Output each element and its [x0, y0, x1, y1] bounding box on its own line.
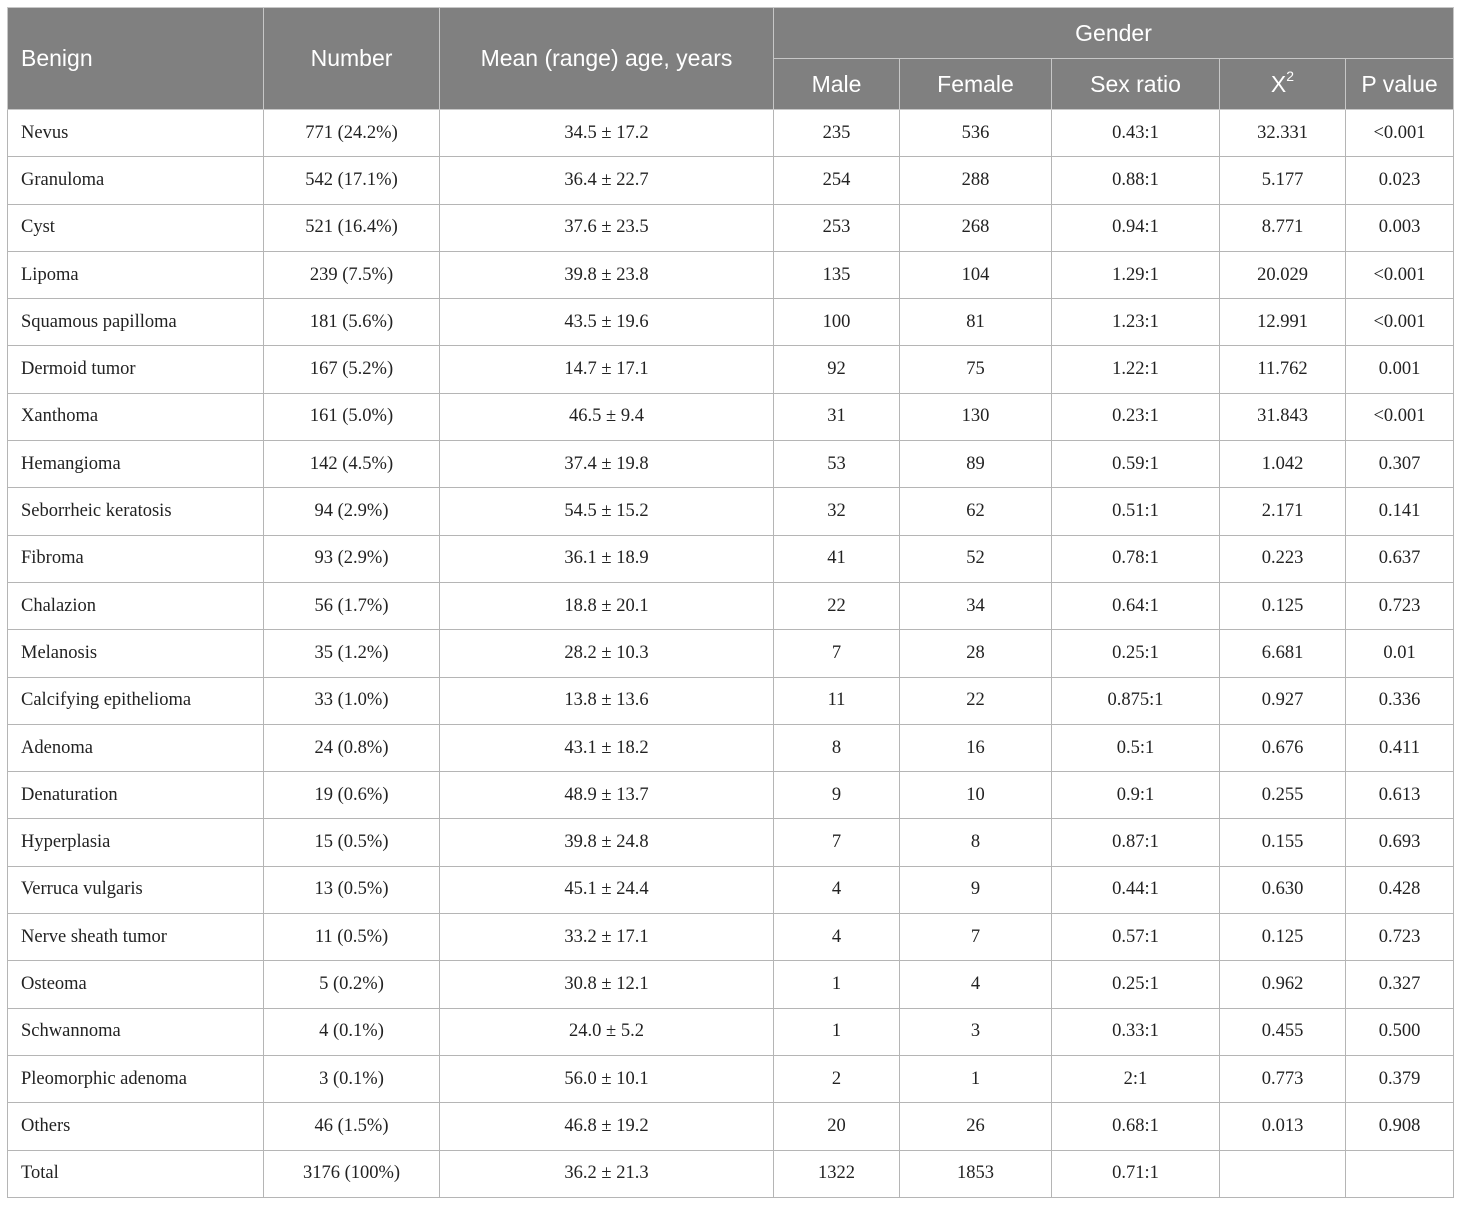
table-row: [8, 535, 1454, 582]
table-row: [8, 251, 1454, 298]
cell-number: 542 (17.1%): [264, 157, 440, 204]
header-gender: Gender: [774, 8, 1454, 59]
cell-number: 24 (0.8%): [264, 724, 440, 771]
cell-chi-square: 0.155: [1220, 819, 1346, 866]
cell-p-value: 0.411: [1346, 724, 1454, 771]
cell-female: 8: [900, 819, 1052, 866]
cell-sex-ratio: 1.29:1: [1052, 251, 1220, 298]
cell-p-value: 0.637: [1346, 535, 1454, 582]
cell-chi-square: 0.255: [1220, 772, 1346, 819]
cell-male: 4: [774, 914, 900, 961]
cell-number: 93 (2.9%): [264, 535, 440, 582]
cell-name: Cyst: [8, 204, 264, 251]
cell-male: 1322: [774, 1150, 900, 1197]
cell-age: 43.5 ± 19.6: [440, 299, 774, 346]
cell-p-value: 0.336: [1346, 677, 1454, 724]
header-female: Female: [900, 59, 1052, 110]
cell-name: Verruca vulgaris: [8, 866, 264, 913]
cell-female: 75: [900, 346, 1052, 393]
cell-chi-square: [1220, 1150, 1346, 1197]
header-chi-square: [1220, 59, 1346, 110]
cell-sex-ratio: 0.88:1: [1052, 157, 1220, 204]
cell-female: 16: [900, 724, 1052, 771]
cell-male: 53: [774, 441, 900, 488]
cell-chi-square: 1.042: [1220, 441, 1346, 488]
cell-chi-square: 6.681: [1220, 630, 1346, 677]
cell-sex-ratio: 0.78:1: [1052, 535, 1220, 582]
cell-chi-square: 5.177: [1220, 157, 1346, 204]
cell-name: Fibroma: [8, 535, 264, 582]
cell-sex-ratio: 1.22:1: [1052, 346, 1220, 393]
cell-age: 48.9 ± 13.7: [440, 772, 774, 819]
cell-male: 1: [774, 961, 900, 1008]
cell-chi-square: 12.991: [1220, 299, 1346, 346]
cell-number: 521 (16.4%): [264, 204, 440, 251]
cell-age: 46.8 ± 19.2: [440, 1103, 774, 1150]
cell-female: 62: [900, 488, 1052, 535]
cell-male: 31: [774, 393, 900, 440]
cell-name: Others: [8, 1103, 264, 1150]
table-row: [8, 441, 1454, 488]
cell-p-value: 0.023: [1346, 157, 1454, 204]
cell-p-value: 0.001: [1346, 346, 1454, 393]
cell-male: 92: [774, 346, 900, 393]
table-row: [8, 582, 1454, 629]
cell-sex-ratio: 0.25:1: [1052, 961, 1220, 1008]
cell-female: 288: [900, 157, 1052, 204]
cell-sex-ratio: 0.59:1: [1052, 441, 1220, 488]
cell-age: 45.1 ± 24.4: [440, 866, 774, 913]
cell-sex-ratio: 0.875:1: [1052, 677, 1220, 724]
cell-p-value: 0.500: [1346, 1008, 1454, 1055]
cell-name: Dermoid tumor: [8, 346, 264, 393]
cell-male: 32: [774, 488, 900, 535]
chi-superscript: 2: [1286, 67, 1295, 84]
cell-male: 8: [774, 724, 900, 771]
header-number: Number: [264, 8, 440, 110]
cell-p-value: 0.379: [1346, 1055, 1454, 1102]
table-row: [8, 1150, 1454, 1197]
cell-p-value: 0.003: [1346, 204, 1454, 251]
cell-sex-ratio: 0.43:1: [1052, 110, 1220, 157]
cell-sex-ratio: 0.68:1: [1052, 1103, 1220, 1150]
cell-chi-square: 0.630: [1220, 866, 1346, 913]
cell-male: 22: [774, 582, 900, 629]
cell-female: 1853: [900, 1150, 1052, 1197]
cell-male: 135: [774, 251, 900, 298]
cell-chi-square: 11.762: [1220, 346, 1346, 393]
cell-age: 39.8 ± 24.8: [440, 819, 774, 866]
cell-number: 13 (0.5%): [264, 866, 440, 913]
cell-p-value: 0.613: [1346, 772, 1454, 819]
cell-male: 235: [774, 110, 900, 157]
cell-male: 41: [774, 535, 900, 582]
cell-age: 24.0 ± 5.2: [440, 1008, 774, 1055]
table-row: [8, 677, 1454, 724]
cell-p-value: 0.307: [1346, 441, 1454, 488]
cell-age: 30.8 ± 12.1: [440, 961, 774, 1008]
cell-chi-square: 0.676: [1220, 724, 1346, 771]
cell-p-value: <0.001: [1346, 110, 1454, 157]
cell-sex-ratio: 0.87:1: [1052, 819, 1220, 866]
cell-sex-ratio: 0.71:1: [1052, 1150, 1220, 1197]
header-benign: Benign: [8, 8, 264, 110]
cell-sex-ratio: 0.57:1: [1052, 914, 1220, 961]
cell-male: 253: [774, 204, 900, 251]
cell-p-value: 0.428: [1346, 866, 1454, 913]
cell-p-value: 0.908: [1346, 1103, 1454, 1150]
cell-female: 268: [900, 204, 1052, 251]
cell-age: 28.2 ± 10.3: [440, 630, 774, 677]
cell-p-value: <0.001: [1346, 393, 1454, 440]
cell-age: 36.1 ± 18.9: [440, 535, 774, 582]
cell-name: Seborrheic keratosis: [8, 488, 264, 535]
benign-tumor-table: [7, 7, 1454, 1198]
cell-number: 3176 (100%): [264, 1150, 440, 1197]
cell-chi-square: 20.029: [1220, 251, 1346, 298]
cell-age: 13.8 ± 13.6: [440, 677, 774, 724]
cell-age: 36.2 ± 21.3: [440, 1150, 774, 1197]
cell-female: 28: [900, 630, 1052, 677]
cell-female: 10: [900, 772, 1052, 819]
cell-number: 46 (1.5%): [264, 1103, 440, 1150]
cell-name: Calcifying epithelioma: [8, 677, 264, 724]
header-male: Male: [774, 59, 900, 110]
cell-name: Xanthoma: [8, 393, 264, 440]
table-row: [8, 772, 1454, 819]
table-row: [8, 1008, 1454, 1055]
cell-sex-ratio: 0.64:1: [1052, 582, 1220, 629]
cell-female: 26: [900, 1103, 1052, 1150]
table-row: [8, 1055, 1454, 1102]
cell-number: 239 (7.5%): [264, 251, 440, 298]
cell-male: 9: [774, 772, 900, 819]
cell-female: 52: [900, 535, 1052, 582]
header-age: Mean (range) age, years: [440, 8, 774, 110]
cell-p-value: [1346, 1150, 1454, 1197]
cell-sex-ratio: 0.9:1: [1052, 772, 1220, 819]
cell-name: Nerve sheath tumor: [8, 914, 264, 961]
cell-number: 771 (24.2%): [264, 110, 440, 157]
cell-male: 1: [774, 1008, 900, 1055]
cell-female: 536: [900, 110, 1052, 157]
table-row: [8, 488, 1454, 535]
cell-name: Hyperplasia: [8, 819, 264, 866]
cell-name: Adenoma: [8, 724, 264, 771]
table-row: [8, 819, 1454, 866]
cell-name: Osteoma: [8, 961, 264, 1008]
table-row: [8, 1103, 1454, 1150]
cell-p-value: 0.693: [1346, 819, 1454, 866]
cell-number: 167 (5.2%): [264, 346, 440, 393]
cell-male: 7: [774, 819, 900, 866]
cell-sex-ratio: 0.25:1: [1052, 630, 1220, 677]
cell-p-value: <0.001: [1346, 299, 1454, 346]
cell-name: Pleomorphic adenoma: [8, 1055, 264, 1102]
cell-sex-ratio: 1.23:1: [1052, 299, 1220, 346]
table-row: [8, 204, 1454, 251]
cell-chi-square: 0.455: [1220, 1008, 1346, 1055]
table-row: [8, 157, 1454, 204]
cell-age: 34.5 ± 17.2: [440, 110, 774, 157]
cell-number: 11 (0.5%): [264, 914, 440, 961]
cell-age: 36.4 ± 22.7: [440, 157, 774, 204]
cell-chi-square: 31.843: [1220, 393, 1346, 440]
cell-age: 46.5 ± 9.4: [440, 393, 774, 440]
table-body: [8, 110, 1454, 1198]
table-row: [8, 866, 1454, 913]
cell-sex-ratio: 0.33:1: [1052, 1008, 1220, 1055]
cell-chi-square: 0.125: [1220, 582, 1346, 629]
cell-age: 33.2 ± 17.1: [440, 914, 774, 961]
table-row: [8, 393, 1454, 440]
cell-name: Total: [8, 1150, 264, 1197]
cell-male: 7: [774, 630, 900, 677]
cell-chi-square: 0.773: [1220, 1055, 1346, 1102]
cell-number: 35 (1.2%): [264, 630, 440, 677]
table-row: [8, 299, 1454, 346]
cell-number: 4 (0.1%): [264, 1008, 440, 1055]
cell-male: 100: [774, 299, 900, 346]
cell-name: Hemangioma: [8, 441, 264, 488]
cell-chi-square: 0.223: [1220, 535, 1346, 582]
cell-female: 130: [900, 393, 1052, 440]
cell-male: 254: [774, 157, 900, 204]
cell-female: 4: [900, 961, 1052, 1008]
table-row: [8, 961, 1454, 1008]
cell-male: 20: [774, 1103, 900, 1150]
cell-number: 181 (5.6%): [264, 299, 440, 346]
cell-name: Chalazion: [8, 582, 264, 629]
cell-p-value: 0.723: [1346, 914, 1454, 961]
cell-p-value: 0.723: [1346, 582, 1454, 629]
table-row: [8, 110, 1454, 157]
cell-sex-ratio: 0.94:1: [1052, 204, 1220, 251]
cell-age: 39.8 ± 23.8: [440, 251, 774, 298]
cell-name: Nevus: [8, 110, 264, 157]
cell-number: 33 (1.0%): [264, 677, 440, 724]
cell-sex-ratio: 0.44:1: [1052, 866, 1220, 913]
cell-chi-square: 8.771: [1220, 204, 1346, 251]
cell-age: 18.8 ± 20.1: [440, 582, 774, 629]
table-header: [8, 8, 1454, 110]
cell-chi-square: 32.331: [1220, 110, 1346, 157]
table-row: [8, 346, 1454, 393]
cell-female: 104: [900, 251, 1052, 298]
cell-number: 142 (4.5%): [264, 441, 440, 488]
cell-p-value: <0.001: [1346, 251, 1454, 298]
cell-number: 161 (5.0%): [264, 393, 440, 440]
cell-p-value: 0.141: [1346, 488, 1454, 535]
cell-male: 4: [774, 866, 900, 913]
cell-sex-ratio: 0.51:1: [1052, 488, 1220, 535]
cell-number: 15 (0.5%): [264, 819, 440, 866]
cell-age: 37.6 ± 23.5: [440, 204, 774, 251]
cell-age: 14.7 ± 17.1: [440, 346, 774, 393]
cell-age: 54.5 ± 15.2: [440, 488, 774, 535]
cell-female: 1: [900, 1055, 1052, 1102]
cell-number: 19 (0.6%): [264, 772, 440, 819]
cell-female: 34: [900, 582, 1052, 629]
table-row: [8, 914, 1454, 961]
cell-chi-square: 0.962: [1220, 961, 1346, 1008]
header-p-value: P value: [1346, 59, 1454, 110]
cell-female: 89: [900, 441, 1052, 488]
cell-name: Denaturation: [8, 772, 264, 819]
cell-female: 22: [900, 677, 1052, 724]
benign-table-container: [7, 7, 1453, 1198]
cell-sex-ratio: 0.23:1: [1052, 393, 1220, 440]
cell-chi-square: 2.171: [1220, 488, 1346, 535]
cell-chi-square: 0.927: [1220, 677, 1346, 724]
cell-name: Lipoma: [8, 251, 264, 298]
cell-name: Granuloma: [8, 157, 264, 204]
cell-name: Melanosis: [8, 630, 264, 677]
cell-number: 5 (0.2%): [264, 961, 440, 1008]
header-sex-ratio: Sex ratio: [1052, 59, 1220, 110]
cell-number: 94 (2.9%): [264, 488, 440, 535]
cell-chi-square: 0.013: [1220, 1103, 1346, 1150]
cell-age: 37.4 ± 19.8: [440, 441, 774, 488]
cell-name: Schwannoma: [8, 1008, 264, 1055]
cell-sex-ratio: 2:1: [1052, 1055, 1220, 1102]
table-row: [8, 630, 1454, 677]
cell-number: 56 (1.7%): [264, 582, 440, 629]
cell-age: 43.1 ± 18.2: [440, 724, 774, 771]
cell-number: 3 (0.1%): [264, 1055, 440, 1102]
cell-p-value: 0.01: [1346, 630, 1454, 677]
cell-male: 11: [774, 677, 900, 724]
cell-age: 56.0 ± 10.1: [440, 1055, 774, 1102]
cell-female: 7: [900, 914, 1052, 961]
cell-female: 9: [900, 866, 1052, 913]
cell-chi-square: 0.125: [1220, 914, 1346, 961]
cell-male: 2: [774, 1055, 900, 1102]
cell-name: Squamous papilloma: [8, 299, 264, 346]
cell-sex-ratio: 0.5:1: [1052, 724, 1220, 771]
table-row: [8, 724, 1454, 771]
cell-female: 81: [900, 299, 1052, 346]
chi-base: X: [1270, 70, 1287, 97]
cell-female: 3: [900, 1008, 1052, 1055]
cell-p-value: 0.327: [1346, 961, 1454, 1008]
